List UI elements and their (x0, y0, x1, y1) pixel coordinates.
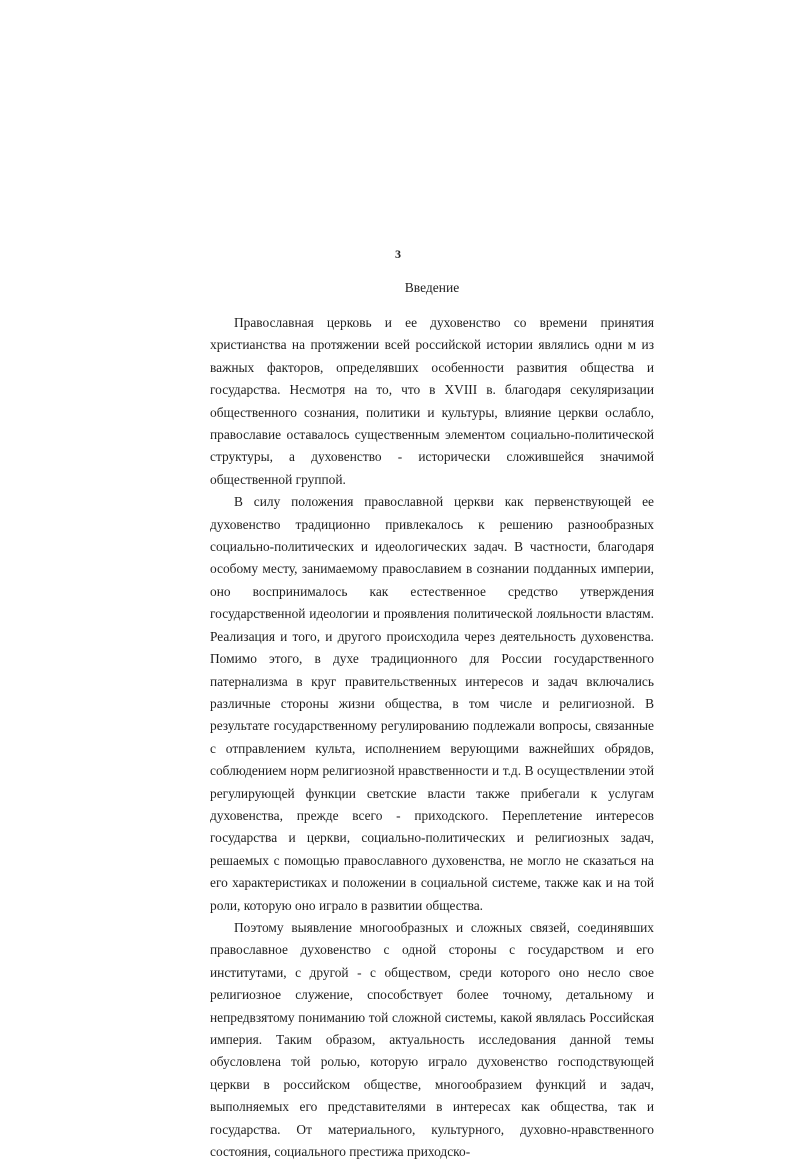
body-text (210, 312, 654, 1163)
section-heading: Введение (404, 280, 460, 295)
paragraph-3: Поэтому выявление многообразных и сложных связей, соединявших православное духовенство с одной стороны с государством и его институтами, с другой - с обществом, среди которого оно несло свое религиозное служение, способствует более точному, детальному и непредвзятому пониманию той сложной системы, какой являлась Российская империя. Таким образом, актуальность исследования данной темы обусловлена той ролью, которую играло духовенство господствующей церкви в российском обществе, многообразием функций и задач, выполняемых его представителями в интересах как общества, так и государства. От материального, культурного, духовно-нравственного состояния, социального престижа приходско- (210, 919, 654, 1160)
paragraph-1: Православная церковь и ее духовенство со времени принятия христианства на протяжении всей российской истории являлись одни м из важных факторов, определявших особенности развития общества и государства. Несмотря на то, что в XVIII в. благодаря секуляризации общественного сознания, политики и культуры, влияние церкви ослабло, православие оставалось существенным элементом социально-политической структуры, а духовенство - исторически сложившейся значимой общественной группой. (210, 315, 654, 487)
page-number: 3 (395, 247, 401, 261)
paragraph-2: В силу положения православной церкви как первенствующей ее духовенство традиционно привлекалось к решению разнообразных социально-политических и идеологических задач. В частности, благодаря особому месту, занимаемому православием в сознании подданных империи, оно воспринималось как естественное средство утверждения государственной идеологии и проявления политической лояльности властям. Реализация и того, и другого происходила через деятельность духовенства. Помимо этого, в духе традиционного для России государственного патернализма в круг правительственных интересов и задач включались различные стороны жизни общества, в том числе и религиозной. В результате государственному регулированию подлежали вопросы, связанные с отправлением культа, исполнением верующими важнейших обрядов, соблюдением норм религиозной нравственности и т.д. В осуществлении этой регулирующей функции светские власти также прибегали к услугам духовенства, прежде всего - приходского. Переплетение интересов государства и церкви, социально-политических и религиозных задач, решаемых с помощью православного духовенства, не могло не сказаться на его характеристиках и положении в социальной системе, также как и на той роли, которую оно играло в развитии общества. (210, 494, 654, 913)
